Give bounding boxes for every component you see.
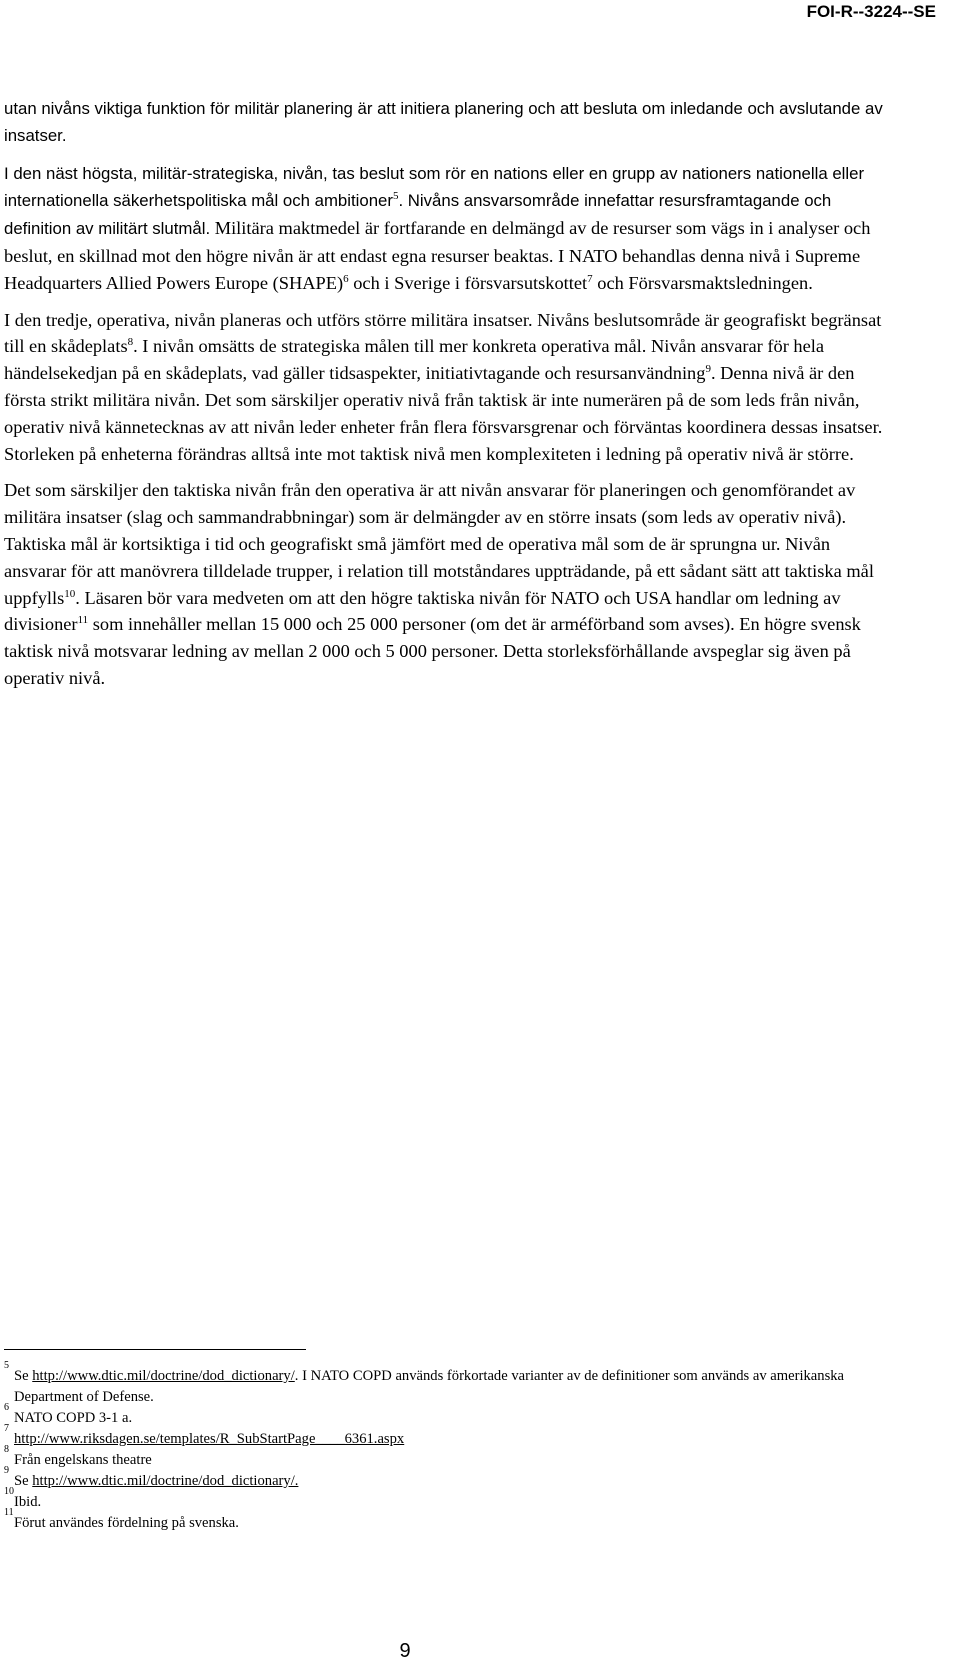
- body-text: [4, 96, 884, 702]
- paragraph-3-text-c: . Denna nivå är den första strikt militära nivån. Det som särskiljer operativ nivå från taktisk är inte numerären på de som leds från nivån, operativ nivå kännetecknas av att nivån leder enheter från flera försvarsgrenar och förväntas koordinera dessas insatser. Storleken på enheterna förändras alltså inte mot taktisk nivå men komplexiteten i ledning på operativ nivå är större.: [4, 363, 883, 464]
- footnote-number: 6: [4, 1402, 9, 1413]
- paragraph-1: utan nivåns viktiga funktion för militär planering är att initiera planering och att besluta om inledande och avslutande av insatser.: [4, 99, 883, 145]
- paragraph-3-text-b: . I nivån omsätts de strategiska målen till mer konkreta operativa mål. Nivån ansvarar för hela händelsekedjan på en skådeplats, vad gäller tidsaspekter, initiativtagande och resursanvändning: [4, 336, 825, 384]
- footnote-ref-7[interactable]: 7: [587, 272, 593, 285]
- footnotes: [4, 1360, 884, 1534]
- paragraph-4-text-b: . Läsaren bör vara medveten om att den högre taktiska nivån för NATO och USA handlar om ledning av divisioner: [4, 587, 841, 635]
- footnote-text: Förut användes fördelning på svenska.: [14, 1515, 239, 1531]
- footnote-text: Ibid.: [14, 1494, 42, 1510]
- paragraph-2-text-a: I den näst högsta, militär-strategiska, nivån, tas beslut som rör en nations eller en grupp av nationers nationella eller internationella säkerhetspolitiska mål och ambitioner: [4, 163, 865, 211]
- footnote-prefix: Se: [14, 1473, 33, 1489]
- footnote-9: [4, 1465, 884, 1492]
- footnote-number: 11: [4, 1507, 14, 1518]
- paragraph-4-text-a: Det som särskiljer den taktiska nivån från den operativa är att nivån ansvarar för planeringen och genomförandet av militära insatser (slag och sammandrabbningar) som är delmängder av en större insats (som leds av operativ nivå). Taktiska mål är kortsiktiga i tid och geografiskt små jämfört med de operativa mål som de är sprungna ur. Nivån ansvarar för att manövrera tilldelade trupper, i relation till motståndares uppträdande, på ett sådant sätt att taktiska mål uppfylls: [4, 480, 874, 608]
- footnote-5: [4, 1360, 884, 1408]
- footnote-text: . I NATO COPD används förkortade varianter av de definitioner som används av amerikanska Department of Defense.: [14, 1368, 845, 1405]
- footnote-11: [4, 1507, 884, 1534]
- footnote-separator: [4, 1349, 306, 1350]
- footnote-ref-10[interactable]: 10: [64, 587, 76, 600]
- footnote-ref-5[interactable]: 5: [392, 190, 399, 203]
- footnote-ref-8[interactable]: 8: [127, 336, 134, 349]
- page-number: 9: [399, 1640, 411, 1662]
- footnote-ref-6[interactable]: 6: [343, 272, 349, 285]
- footnote-8: [4, 1444, 884, 1471]
- footnote-7: [4, 1423, 884, 1450]
- paragraph-4: [4, 477, 884, 691]
- paragraph-2-text-b: . Nivåns ansvarsområde innefattar resursframtagande och definition av militärt slutmål.: [4, 191, 832, 239]
- document-id-header: FOI-R--3224--SE: [806, 2, 936, 21]
- footnote-link[interactable]: http://www.dtic.mil/doctrine/dod_dictionary/.: [32, 1473, 299, 1489]
- paragraph-2: [4, 160, 884, 297]
- footnote-prefix: Se: [14, 1368, 33, 1384]
- paragraph-4-text-c: som innehåller mellan 15 000 och 25 000 personer (om det är arméförband som avses). En högre svensk taktisk nivå motsvarar ledning av mellan 2 000 och 5 000 personer. Detta storleksförhållande avspeglar sig även på operativ nivå.: [4, 614, 861, 688]
- footnote-text: NATO COPD 3-1 a.: [14, 1410, 133, 1426]
- footnote-10: [4, 1486, 884, 1513]
- footnote-number: 10: [4, 1486, 14, 1497]
- footnote-number: 9: [4, 1465, 9, 1476]
- footnote-ref-9[interactable]: 9: [705, 363, 711, 376]
- footnote-text: Från engelskans theatre: [14, 1452, 152, 1468]
- footnote-link[interactable]: http://www.dtic.mil/doctrine/dod_dictionary/: [32, 1368, 295, 1384]
- footnote-ref-11[interactable]: 11: [77, 614, 89, 627]
- footnote-6: [4, 1402, 884, 1429]
- paragraph-2-text-d: och i Sverige i försvarsutskottet: [348, 272, 588, 293]
- paragraph-3-text-a: I den tredje, operativa, nivån planeras och utförs större militära insatser. Nivåns beslutsområde är geografiskt begränsat till en skådeplats: [4, 309, 882, 357]
- paragraph-2-text-e: och Försvarsmaktsledningen.: [592, 272, 813, 293]
- footnote-link[interactable]: http://www.riksdagen.se/templates/R_SubStartPage____6361.aspx: [14, 1431, 405, 1447]
- footnote-number: 7: [4, 1423, 9, 1434]
- footnote-number: 8: [4, 1444, 9, 1455]
- footnote-number: 5: [4, 1360, 9, 1371]
- paragraph-2-text-c: Militära maktmedel är fortfarande en delmängd av de resurser som vägs in i analyser och beslut, en skillnad mot den högre nivån är att endast egna resurser beaktas. I NATO behandlas denna nivå i Supreme Headquarters Allied Powers Europe (SHAPE): [4, 218, 871, 293]
- paragraph-3: [4, 307, 884, 468]
